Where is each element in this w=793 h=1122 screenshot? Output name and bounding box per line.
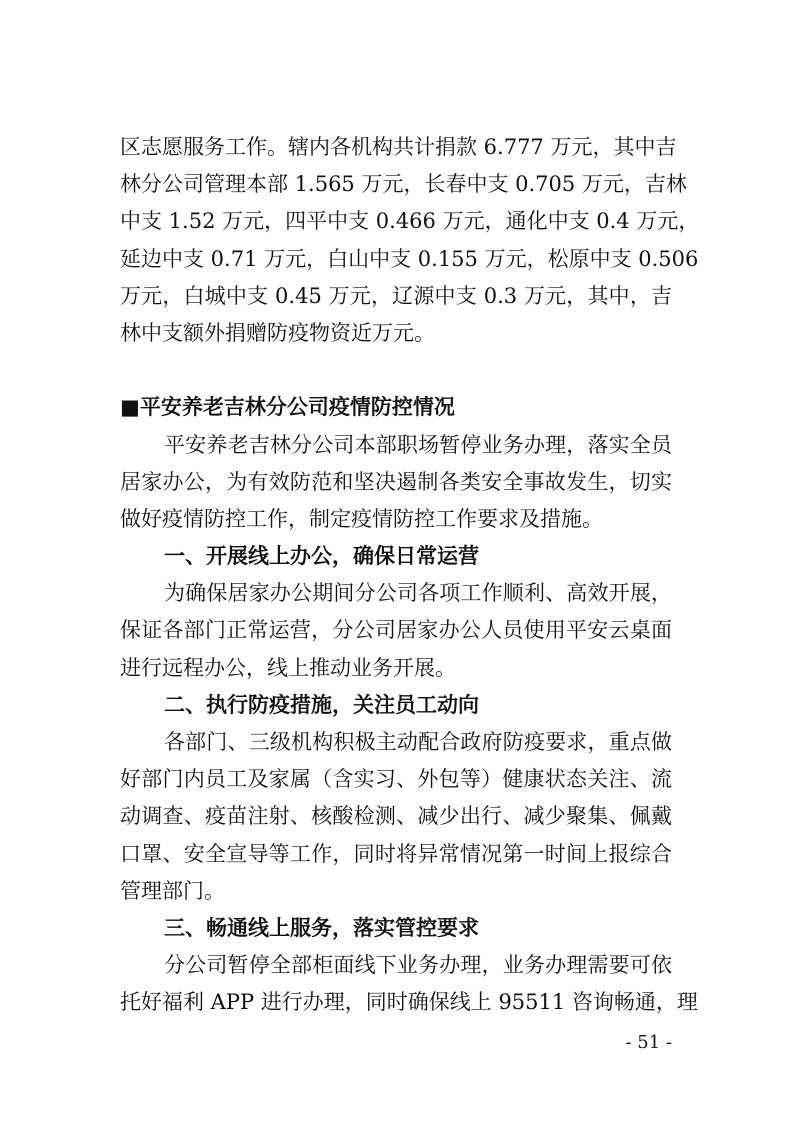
item-2-title: 二、执行防疫措施，关注员工动向 [164, 692, 479, 717]
paragraph-line: 保证各部门正常运营，分公司居家办公人员使用平安云桌面 [120, 618, 672, 643]
paragraph-line: 各部门、三级机构积极主动配合政府防疫要求，重点做 [164, 730, 672, 754]
paragraph-line: 动调查、疫苗注射、核酸检测、减少出行、减少聚集、佩戴 [120, 804, 672, 829]
paragraph-line: 管理部门。 [120, 878, 225, 903]
continuation-paragraph [120, 129, 700, 352]
item-1-paragraph [120, 575, 672, 687]
paragraph-line: 分公司暂停全部柜面线下业务办理，业务办理需要可依 [164, 953, 672, 978]
paragraph-line: 居家办公，为有效防范和坚决遏制各类安全事故发生，切实 [120, 469, 672, 494]
paragraph-line: 好部门内员工及家属（含实习、外包等）健康状态关注、流 [120, 767, 672, 792]
paragraph-line: 托好福利 APP 进行办理，同时确保线上 95511 咨询畅通，理 [120, 990, 698, 1015]
paragraph-line: 口罩、安全宣导等工作，同时将异常情况第一时间上报综合 [120, 841, 672, 866]
paragraph-line: 林中支额外捐赠防疫物资近万元。 [120, 320, 435, 345]
intro-paragraph [120, 427, 672, 539]
paragraph-line: 进行远程办公，线上推动业务开展。 [120, 655, 456, 680]
item-2-paragraph [120, 724, 672, 910]
body-text [120, 129, 700, 1022]
paragraph-line: 万元，白城中支 0.45 万元，辽源中支 0.3 万元，其中，吉 [120, 283, 672, 308]
paragraph-line: 为确保居家办公期间分公司各项工作顺利、高效开展， [164, 581, 672, 606]
page-number: - 51 - [625, 1032, 672, 1053]
item-3-paragraph [120, 947, 698, 1021]
paragraph-line: 区志愿服务工作。辖内各机构共计捐款 6.777 万元，其中吉 [120, 135, 677, 159]
section-heading: ■平安养老吉林分公司疫情防控情况 [120, 395, 455, 420]
paragraph-line: 平安养老吉林分公司本部职场暂停业务办理，落实全员 [164, 432, 672, 457]
blank-line [120, 352, 672, 389]
item-1-title: 一、开展线上办公，确保日常运营 [164, 544, 479, 569]
item-3-title: 三、畅通线上服务，落实管控要求 [164, 915, 479, 940]
paragraph-line: 中支 1.52 万元，四平中支 0.466 万元，通化中支 0.4 万元， [120, 209, 700, 234]
paragraph-line: 延边中支 0.71 万元，白山中支 0.155 万元，松原中支 0.506 [120, 246, 699, 271]
paragraph-line: 做好疫情防控工作，制定疫情防控工作要求及措施。 [120, 506, 603, 531]
paragraph-line: 林分公司管理本部 1.565 万元，长春中支 0.705 万元，吉林 [120, 172, 687, 197]
